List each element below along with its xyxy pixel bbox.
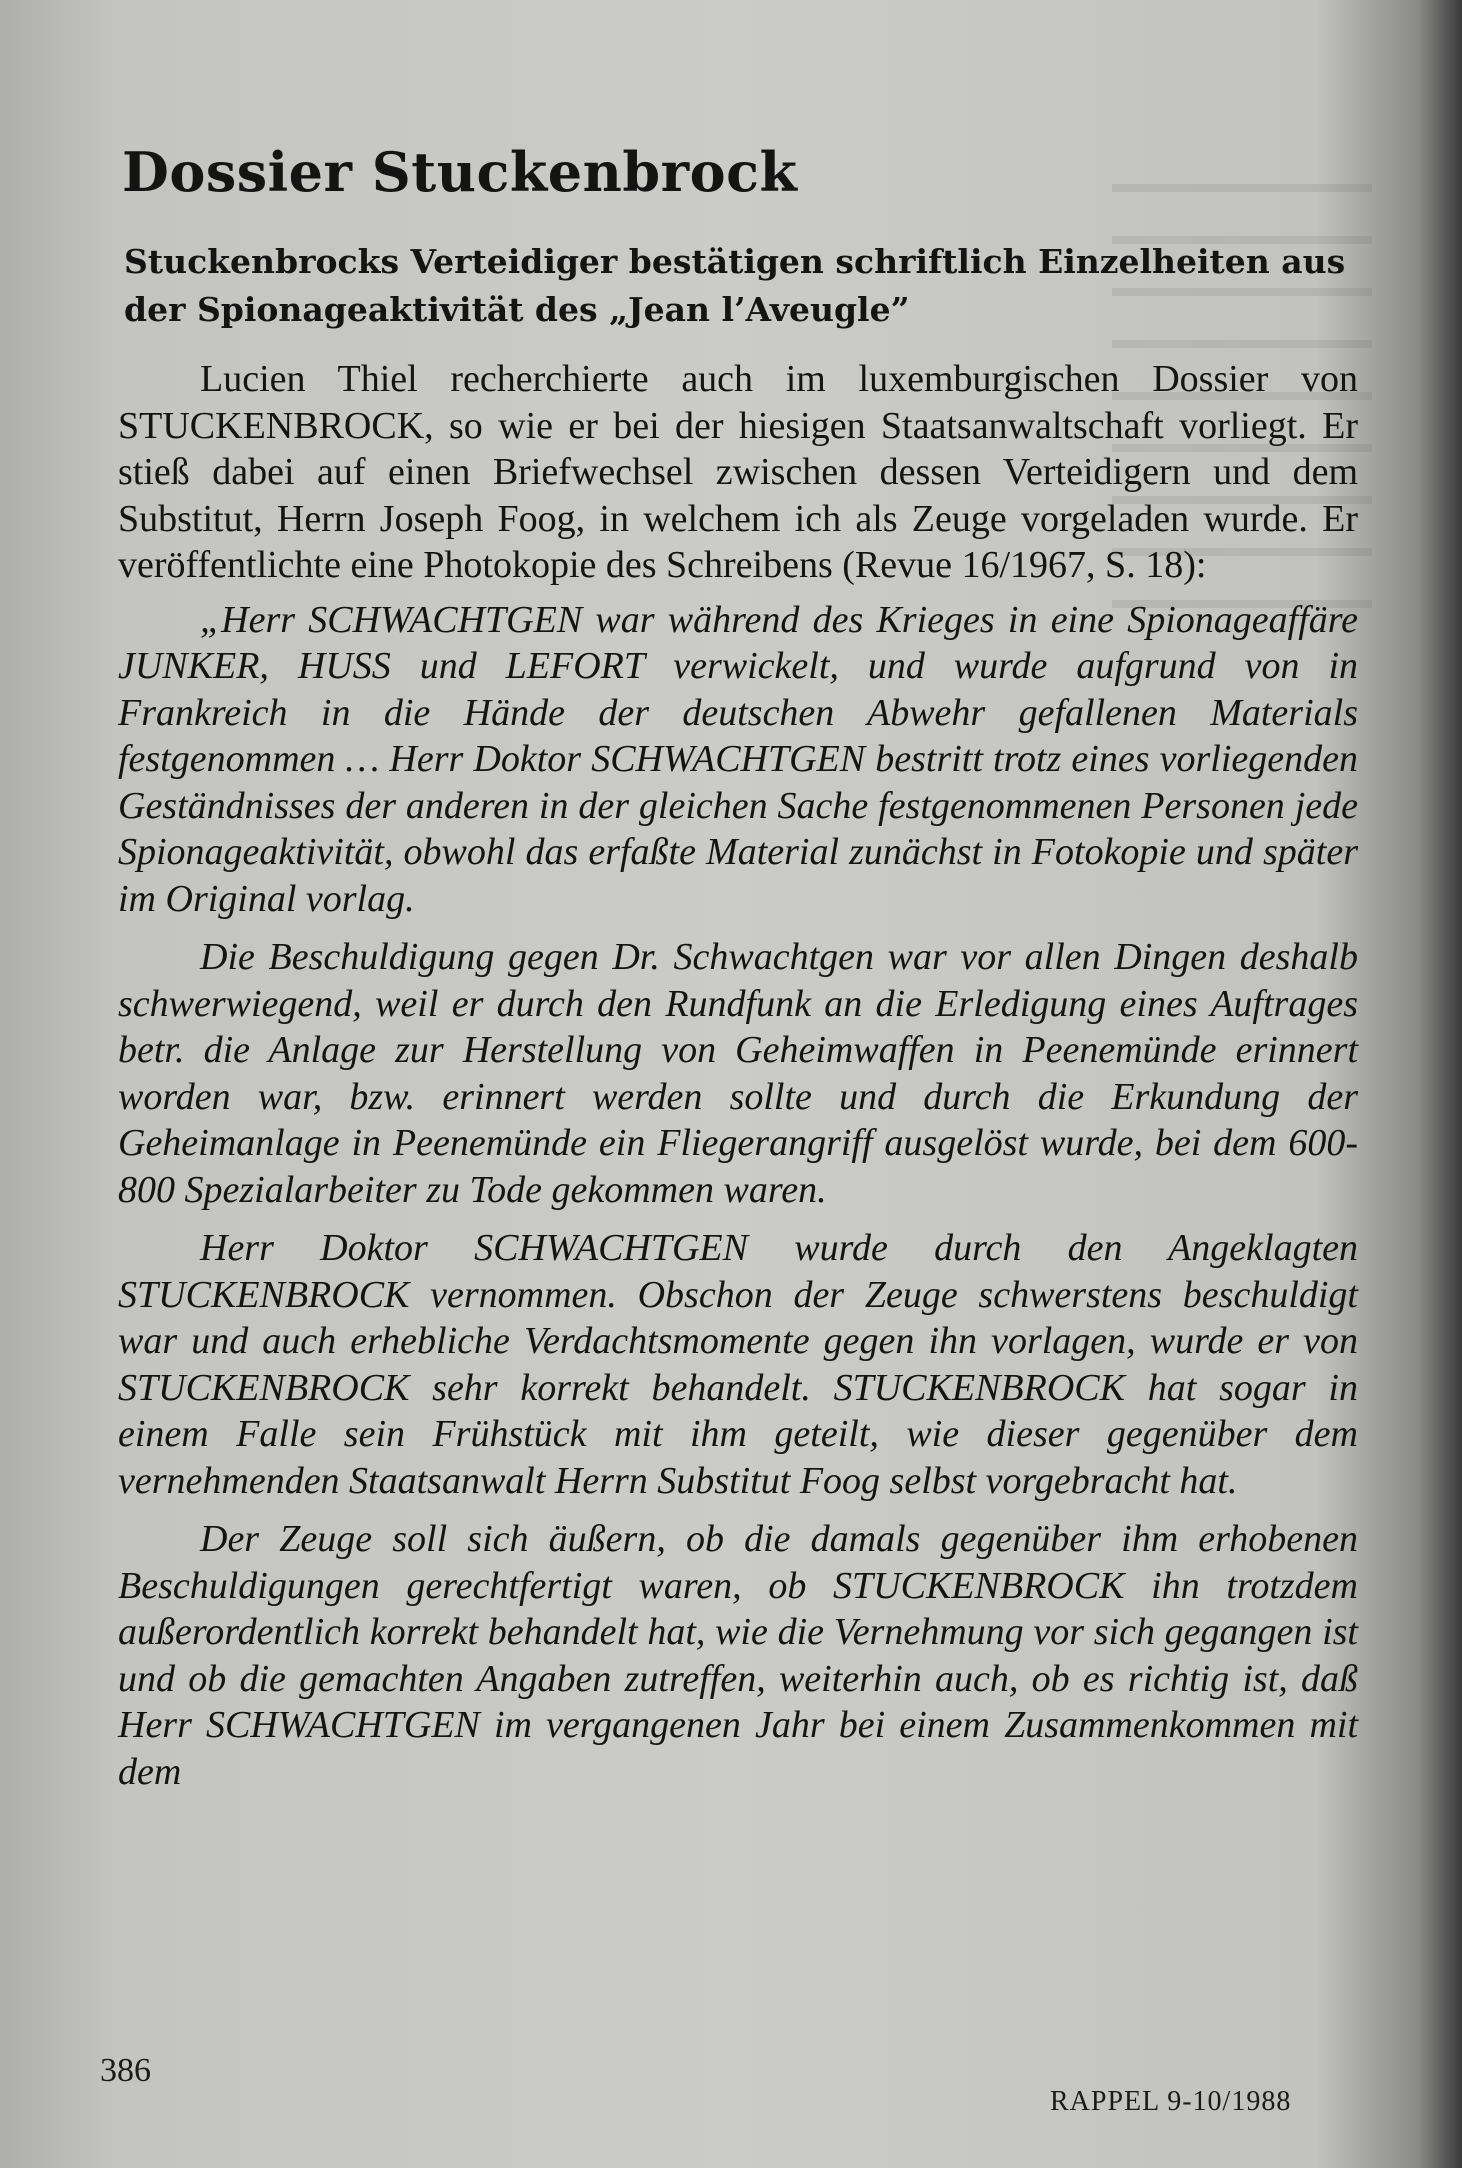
intro-paragraph: Lucien Thiel recherchierte auch im luxemburgischen Dossier von STUCKENBROCK, so wie er bei der hiesigen Staatsanwaltschaft vorliegt. Er stieß dabei auf einen Briefwechsel zwischen dessen Verteidigern und dem Substitut, Herrn Joseph Foog, in welchem ich als Zeuge vorgeladen wurde. Er veröffentlichte eine Photokopie des Schreibens (Revue 16/1967, S. 18): [118,358,1358,586]
quote-paragraph-1: „Herr SCHWACHTGEN war während des Krieges in eine Spionageaffäre JUNKER, HUSS und LEFORT verwickelt, und wurde aufgrund von in Frankreich in die Hände der deutschen Abwehr gefallenen Materials festgenommen … Herr Doktor SCHWACHTGEN bestritt trotz eines vorliegenden Geständnisses der anderen in der gleichen Sache festgenommenen Personen jede Spionageaktivität, obwohl das erfaßte Material zunächst in Fotokopie und später im Original vorlag. [118,598,1358,920]
quote-paragraph-3: Herr Doktor SCHWACHTGEN wurde durch den Angeklagten STUCKENBROCK vernommen. Obschon der Zeuge schwerstens beschuldigt war und auch erhebliche Verdachtsmomente gegen ihn vorlagen, wurde er von STUCKENBROCK sehr korrekt behandelt. STUCKENBROCK hat sogar in einem Falle sein Frühstück mit ihm geteilt, wie dieser gegenüber dem vernehmenden Staatsanwalt Herrn Substitut Foog selbst vorgebracht hat. [118,1227,1358,1502]
quote-paragraph-2: Die Beschuldigung gegen Dr. Schwachtgen war vor allen Dingen deshalb schwerwiegend, weil er durch den Rundfunk an die Erledigung eines Auftrages betr. die Anlage zur Herstellung von Geheimwaffen in Peenemünde erinnert worden war, bzw. erinnert werden sollte und durch die Erkundung der Geheimanlage in Peenemünde ein Fliegerangriff ausgelöst wurde, bei dem 600-800 Spezialarbeiter zu Tode gekommen waren. [118,936,1358,1211]
article [118,140,1358,1795]
page-number: 386 [100,2052,151,2089]
publication-footer: RAPPEL 9-10/1988 [1050,2086,1292,2117]
article-title: Dossier Stuckenbrock [122,140,798,204]
article-subtitle: Stuckenbrocks Verteidiger bestätigen schriftlich Einzelheiten aus der Spionageaktivität des „Jean l’Aveugle” [124,242,1346,329]
quote-paragraph-4: Der Zeuge soll sich äußern, ob die damals gegenüber ihm erhobenen Beschuldigungen gerechtfertigt waren, ob STUCKENBROCK ihn trotzdem außerordentlich korrekt behandelt hat, wie die Vernehmung vor sich gegangen ist und ob die gemachten Angaben zutreffen, weiterhin auch, ob es richtig ist, daß Herr SCHWACHTGEN im vergangenen Jahr bei einem Zusammenkommen mit dem [118,1518,1358,1793]
